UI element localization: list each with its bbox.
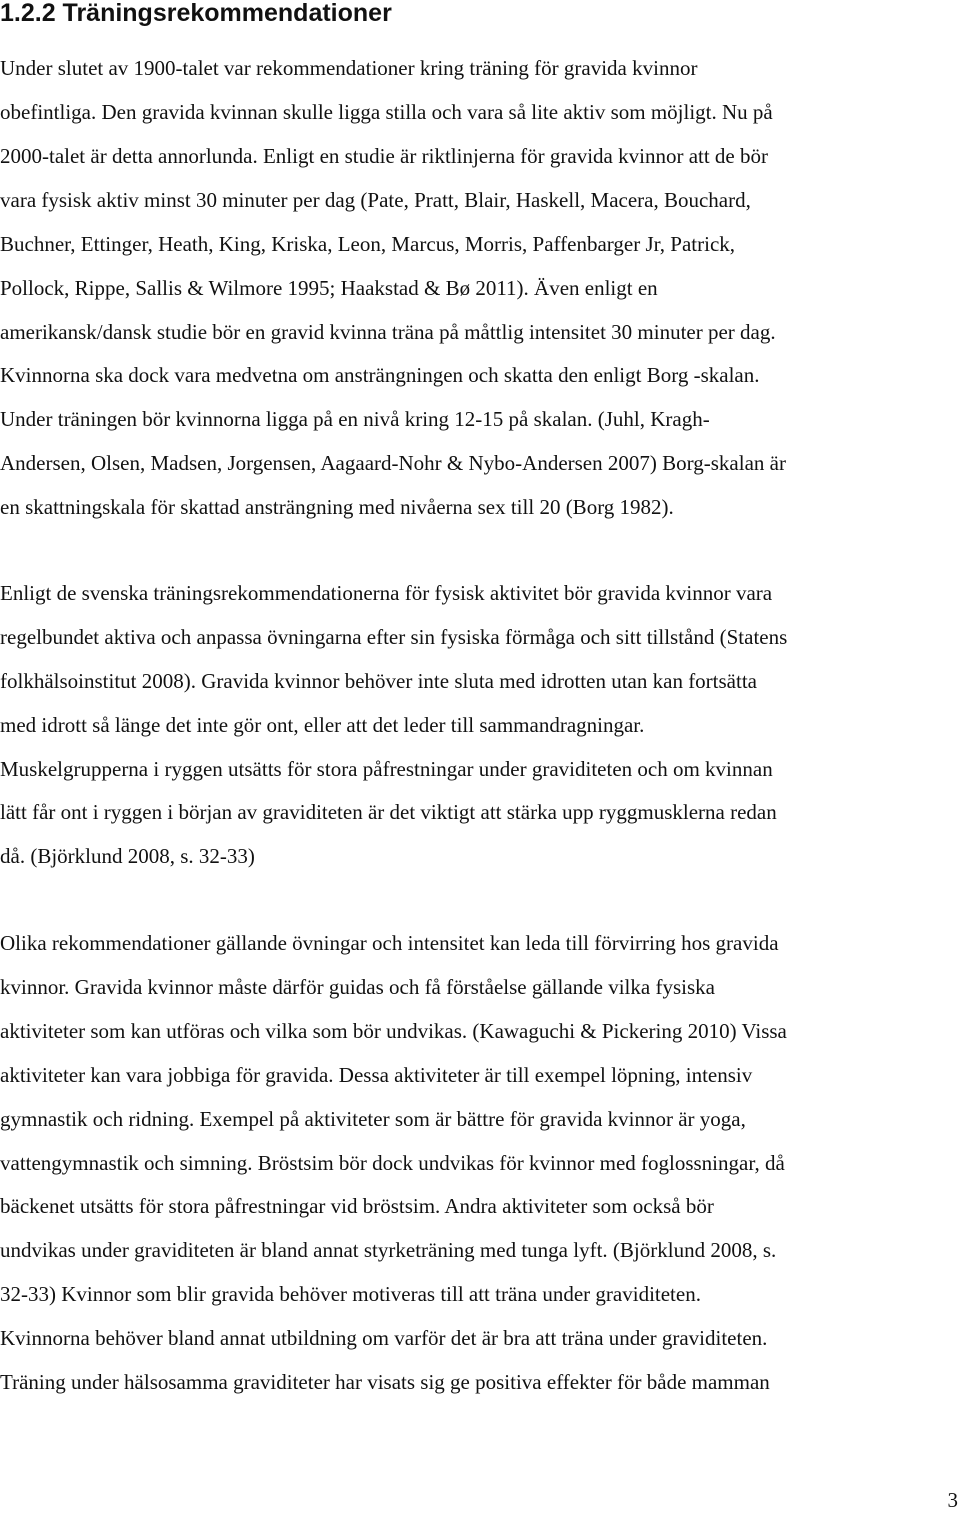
text-line: bäckenet utsätts för stora påfrestningar vid bröstsim. Andra aktiviteter som också bör — [0, 1194, 714, 1218]
text-line: vattengymnastik och simning. Bröstsim bör dock undvikas för kvinnor med foglossningar, då — [0, 1151, 785, 1175]
text-line: regelbundet aktiva och anpassa övningarna efter sin fysiska förmåga och sitt tillstånd (Statens — [0, 625, 788, 649]
text-line: Muskelgrupperna i ryggen utsätts för stora påfrestningar under graviditeten och om kvinnan — [0, 757, 773, 781]
text-line: folkhälsoinstitut 2008). Gravida kvinnor behöver inte sluta med idrotten utan kan fortsätta — [0, 669, 757, 693]
text-line: Andersen, Olsen, Madsen, Jorgensen, Aagaard-Nohr & Nybo-Andersen 2007) Borg-skalan är — [0, 451, 786, 475]
text-line: undvikas under graviditeten är bland annat styrketräning med tunga lyft. (Björklund 2008, s. — [0, 1238, 777, 1262]
text-line: en skattningskala för skattad ansträngning med nivåerna sex till 20 (Borg 1982). — [0, 495, 674, 519]
text-line: Enligt de svenska träningsrekommendationerna för fysisk aktivitet bör gravida kvinnor vara — [0, 581, 773, 605]
text-line: då. (Björklund 2008, s. 32-33) — [0, 844, 255, 868]
text-line: amerikansk/dansk studie bör en gravid kvinna träna på måttlig intensitet 30 minuter per dag. — [0, 320, 776, 344]
text-line: kvinnor. Gravida kvinnor måste därför guidas och få förståelse gällande vilka fysiska — [0, 975, 715, 999]
section-heading: 1.2.2 Träningsrekommendationer — [0, 0, 392, 27]
text-line: Pollock, Rippe, Sallis & Wilmore 1995; Haakstad & Bø 2011). Även enligt en — [0, 276, 658, 300]
text-line: Träning under hälsosamma graviditeter har visats sig ge positiva effekter för både mamman — [0, 1370, 770, 1394]
text-line: med idrott så länge det inte gör ont, eller att det leder till sammandragningar. — [0, 713, 645, 737]
text-line: aktiviteter som kan utföras och vilka som bör undvikas. (Kawaguchi & Pickering 2010) Vissa — [0, 1019, 787, 1043]
text-line: vara fysisk aktiv minst 30 minuter per dag (Pate, Pratt, Blair, Haskell, Macera, Bouchard, — [0, 188, 751, 212]
text-line: Kvinnorna behöver bland annat utbildning om varför det är bra att träna under graviditeten. — [0, 1326, 768, 1350]
text-line: gymnastik och ridning. Exempel på aktiviteter som är bättre för gravida kvinnor är yoga, — [0, 1107, 746, 1131]
text-line: Kvinnorna ska dock vara medvetna om ansträngningen och skatta den enligt Borg -skalan. — [0, 363, 760, 387]
page-number: 3 — [947, 1488, 958, 1512]
text-line: Olika rekommendationer gällande övningar och intensitet kan leda till förvirring hos gravida — [0, 931, 779, 955]
text-line: Under slutet av 1900-talet var rekommendationer kring träning för gravida kvinnor — [0, 56, 698, 80]
text-line: aktiviteter kan vara jobbiga för gravida. Dessa aktiviteter är till exempel löpning, intensiv — [0, 1063, 753, 1087]
text-line: Buchner, Ettinger, Heath, King, Kriska, Leon, Marcus, Morris, Paffenbarger Jr, Patrick, — [0, 232, 736, 256]
text-line: 2000-talet är detta annorlunda. Enligt en studie är riktlinjerna för gravida kvinnor att de bör — [0, 144, 768, 168]
text-line: obefintliga. Den gravida kvinnan skulle ligga stilla och vara så lite aktiv som möjligt. Nu på — [0, 100, 773, 124]
text-line: lätt får ont i ryggen i början av graviditeten är det viktigt att stärka upp ryggmusklerna redan — [0, 800, 777, 824]
text-line: Under träningen bör kvinnorna ligga på en nivå kring 12-15 på skalan. (Juhl, Kragh- — [0, 407, 710, 431]
text-line: 32-33) Kvinnor som blir gravida behöver motiveras till att träna under graviditeten. — [0, 1282, 701, 1306]
